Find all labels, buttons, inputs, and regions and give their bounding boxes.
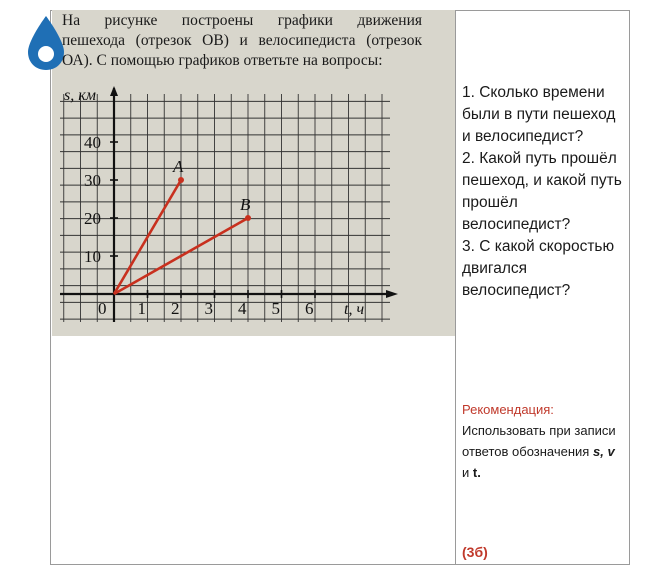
score-badge: (3б) — [462, 544, 488, 560]
symbol-t: t. — [472, 465, 481, 480]
water-drop-icon — [26, 14, 66, 72]
questions-block — [462, 82, 622, 302]
x-tick-label: 5 — [271, 299, 280, 318]
recommendation-body: Использовать при записи ответов обозначения — [462, 423, 616, 459]
symbol-s: s, — [592, 444, 604, 459]
question-1: 1. Сколько времени были в пути пешеход и велосипедист? — [462, 84, 616, 145]
column-divider — [455, 10, 456, 565]
y-tick-label: 20 — [84, 209, 101, 228]
series-point-A — [178, 177, 184, 183]
y-axis-label: s, км — [64, 87, 96, 104]
recommendation-conjunction: и — [462, 465, 470, 480]
intro-line-1: На рисунке построены графики движения — [62, 12, 422, 29]
series-label-B: B — [240, 195, 251, 214]
question-2: 2. Какой путь прошёл пешеход, и какой путь прошёл велосипедист? — [462, 150, 622, 233]
series-label-A: A — [173, 157, 184, 176]
series-point-B — [245, 215, 251, 221]
task-intro — [62, 11, 422, 71]
recommendation-text — [462, 420, 622, 483]
x-tick-label: 2 — [171, 299, 180, 318]
intro-line-3: ОА). С помощью графиков ответьте на вопросы: — [62, 52, 383, 69]
y-tick-label: 10 — [84, 247, 101, 266]
question-3: 3. С какой скоростью двигался велосипедист? — [462, 238, 615, 299]
motion-graph — [60, 84, 400, 336]
y-axis-arrow — [110, 86, 118, 96]
x-axis-arrow — [386, 290, 398, 298]
x-tick-label: 6 — [305, 299, 314, 318]
recommendation-title: Рекомендация: — [462, 402, 554, 417]
symbol-v: v — [607, 444, 615, 459]
origin-label: 0 — [98, 299, 107, 318]
y-tick-label: 30 — [84, 171, 101, 190]
intro-line-2: пешехода (отрезок ОВ) и велосипедиста (отрезок — [62, 32, 422, 49]
x-axis-label: t, ч — [344, 301, 365, 318]
x-tick-label: 3 — [204, 299, 213, 318]
x-tick-label: 1 — [137, 299, 146, 318]
y-tick-label: 40 — [84, 133, 101, 152]
x-tick-label: 4 — [238, 299, 247, 318]
